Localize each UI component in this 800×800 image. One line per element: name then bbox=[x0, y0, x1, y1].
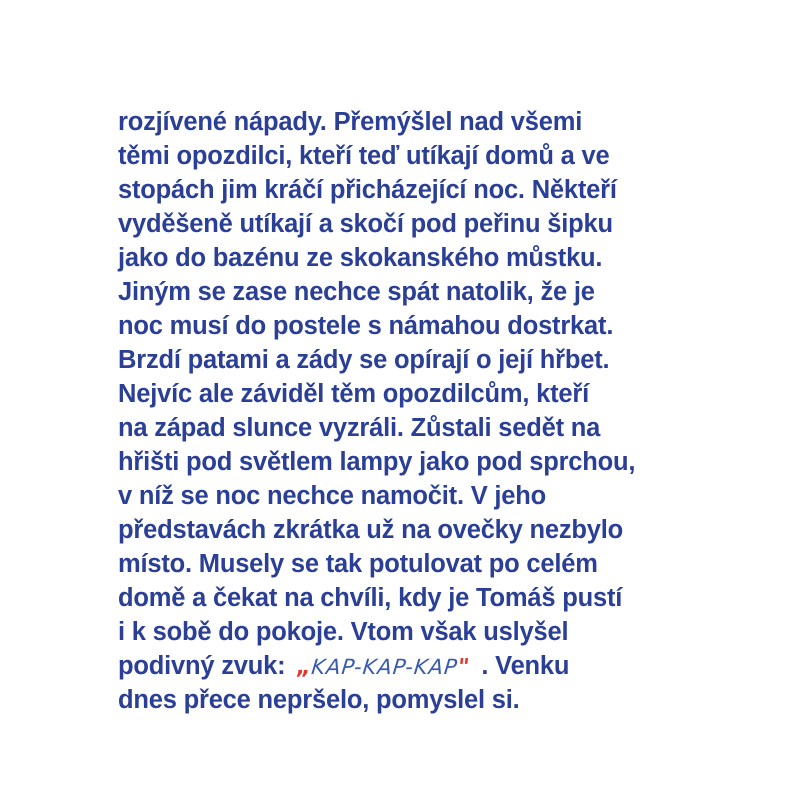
text-line-14: místo. Musely se tak potulovat po celém bbox=[118, 550, 598, 578]
sound-effect bbox=[294, 650, 472, 685]
text-line-13: představách zkrátka už na ovečky nezbylo bbox=[118, 516, 624, 544]
text-line-16: i k sobě do pokoje. Vtom však uslyšel bbox=[118, 618, 569, 646]
sound-close-quote: " bbox=[456, 655, 472, 680]
text-line-18: dnes přece nepršelo, pomyslel si. bbox=[118, 686, 520, 714]
text-line-11: hřišti pod světlem lampy jako pod sprchou, bbox=[118, 448, 636, 476]
sound-open-quote: „ bbox=[294, 655, 314, 680]
text-line-6: Jiným se zase nechce spát natolik, že je bbox=[118, 278, 595, 306]
text-line-9: Nejvíc ale záviděl těm opozdilcům, kteří bbox=[118, 380, 589, 408]
text-line-7: noc musí do postele s námahou dostrkat. bbox=[118, 312, 614, 340]
text-line-12: v níž se noc nechce namočit. V jeho bbox=[118, 482, 547, 510]
line-17-end: . Venku bbox=[474, 652, 570, 680]
sound-word: KAP-KAP-KAP bbox=[310, 655, 460, 679]
text-line-5: jako do bazénu ze skokanského můstku. bbox=[118, 244, 603, 272]
text-line-17 bbox=[118, 649, 718, 683]
text-line-2: těmi opozdilci, kteří teď utíkají domů a ve bbox=[118, 142, 610, 170]
text-line-1: rozjívené nápady. Přemýšlel nad všemi bbox=[118, 108, 583, 136]
text-line-3: stopách jim kráčí přicházející noc. Někteří bbox=[118, 176, 617, 204]
story-text bbox=[118, 105, 718, 717]
line-17-start: podivný zvuk: bbox=[118, 652, 293, 680]
text-line-10: na západ slunce vyzráli. Zůstali sedět na bbox=[118, 414, 601, 442]
text-line-15: domě a čekat na chvíli, kdy je Tomáš pustí bbox=[118, 584, 623, 612]
text-line-8: Brzdí patami a zády se opírají o její hřbet. bbox=[118, 346, 610, 374]
text-line-4: vyděšeně utíkají a skočí pod peřinu šipku bbox=[118, 210, 613, 238]
